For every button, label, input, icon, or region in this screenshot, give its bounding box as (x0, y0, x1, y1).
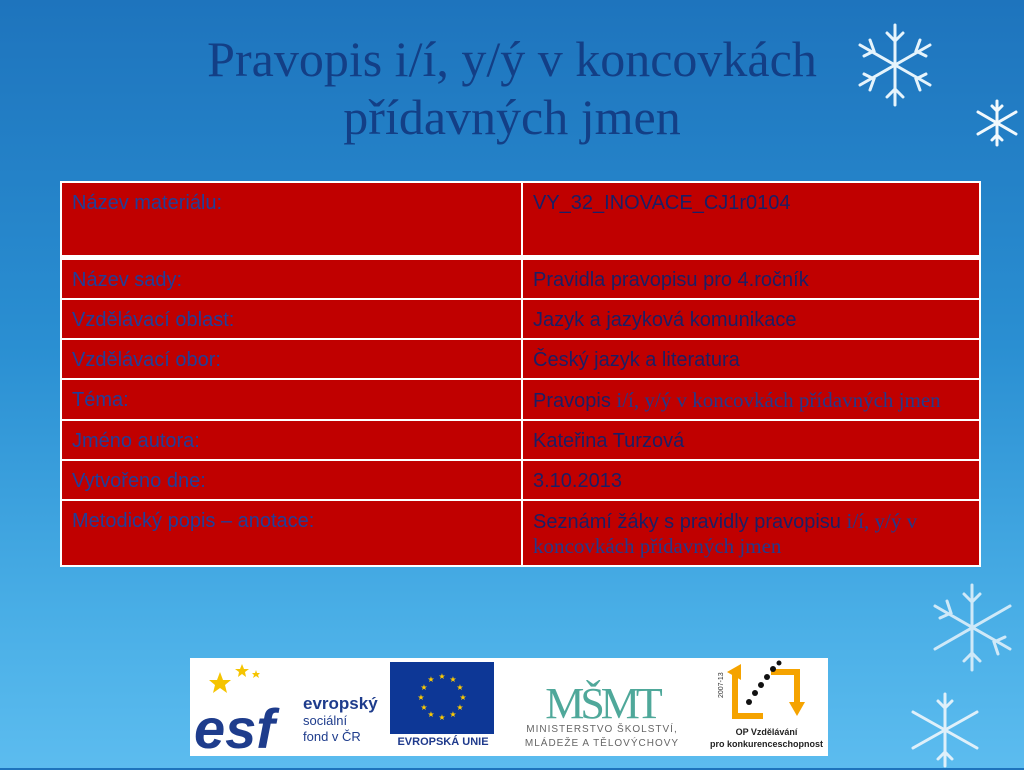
esf-mark-icon (190, 658, 300, 756)
row-label: Vzdělávací oblast: (61, 299, 522, 339)
title-line-1: Pravopis i/í, y/ý v koncovkách (207, 31, 817, 87)
esf-caption (303, 696, 378, 745)
op-logo (705, 658, 828, 756)
row-value: Jazyk a jazyková komunikace (522, 299, 980, 339)
table-row (61, 500, 980, 566)
op-mark-icon (705, 658, 828, 724)
row-label: Téma: (61, 379, 522, 420)
esf-logo (190, 658, 382, 756)
svg-text:★: ★ (449, 675, 457, 684)
svg-text:★: ★ (456, 683, 464, 692)
row-value: Český jazyk a literatura (522, 339, 980, 379)
svg-text:★: ★ (449, 710, 457, 719)
esf-line-2: sociální (303, 713, 348, 728)
svg-text:★: ★ (427, 710, 435, 719)
eu-flag-icon (390, 662, 494, 734)
row-label: Vzdělávací obor: (61, 339, 522, 379)
value-plain: Seznámí žáky s pravidly pravopisu (533, 511, 841, 533)
table-row (61, 258, 980, 300)
row-value (522, 500, 980, 566)
snowflake-icon (925, 580, 1020, 675)
page-title (0, 30, 1024, 146)
value-serif: i/í, y/ý v koncovkách přídavných jmen (616, 388, 941, 412)
op-line-1: OP Vzdělávání (735, 727, 798, 737)
svg-text:★: ★ (420, 683, 428, 692)
svg-text:★: ★ (438, 713, 446, 722)
op-line-2: pro konkurenceschopnost (709, 739, 824, 749)
row-value (522, 379, 980, 420)
row-label: Název sady: (61, 258, 522, 300)
logo-strip (190, 658, 828, 756)
row-value: VY_32_INOVACE_CJ1r0104 (522, 182, 980, 258)
value-serif: i/í, y/ý v koncovkách přídavných jmen (533, 509, 918, 558)
table-row (61, 460, 980, 500)
msmt-mark-icon (506, 658, 698, 728)
table-row (61, 420, 980, 460)
op-caption (705, 726, 828, 750)
table-row (61, 339, 980, 379)
op-year: 2007-13 (718, 672, 725, 698)
msmt-line-2: MLÁDEŽE A TĚLOVÝCHOVY (524, 738, 680, 749)
msmt-line-1: MINISTERSTVO ŠKOLSTVÍ, (526, 724, 678, 735)
row-value: 3.10.2013 (522, 460, 980, 500)
row-label: Jméno autora: (61, 420, 522, 460)
row-label: Vytvořeno dne: (61, 460, 522, 500)
svg-text:★: ★ (417, 693, 425, 702)
svg-text:★: ★ (438, 672, 446, 681)
row-value: Kateřina Turzová (522, 420, 980, 460)
table-row (61, 182, 980, 258)
table-row (61, 379, 980, 420)
row-label: Metodický popis – anotace: (61, 500, 522, 566)
row-label: Název materiálu: (61, 182, 522, 258)
msmt-logo (506, 658, 698, 756)
svg-text:★: ★ (456, 703, 464, 712)
value-plain: Pravopis (533, 390, 611, 412)
row-value: Pravidla pravopisu pro 4.ročník (522, 258, 980, 300)
esf-line-3: fond v ČR (303, 729, 361, 744)
esf-line-1: evropský (303, 694, 378, 713)
title-line-2: přídavných jmen (343, 89, 681, 145)
svg-text:★: ★ (427, 675, 435, 684)
msmt-mark-text: MŠMT (545, 679, 659, 728)
table-row (61, 299, 980, 339)
eu-caption: EVROPSKÁ UNIE (397, 736, 489, 748)
eu-logo (388, 658, 498, 756)
snowflake-icon (905, 690, 985, 770)
material-info-table (60, 181, 981, 567)
svg-text:★: ★ (420, 703, 428, 712)
svg-text:★: ★ (459, 693, 467, 702)
esf-mark-text: esf (194, 697, 275, 756)
